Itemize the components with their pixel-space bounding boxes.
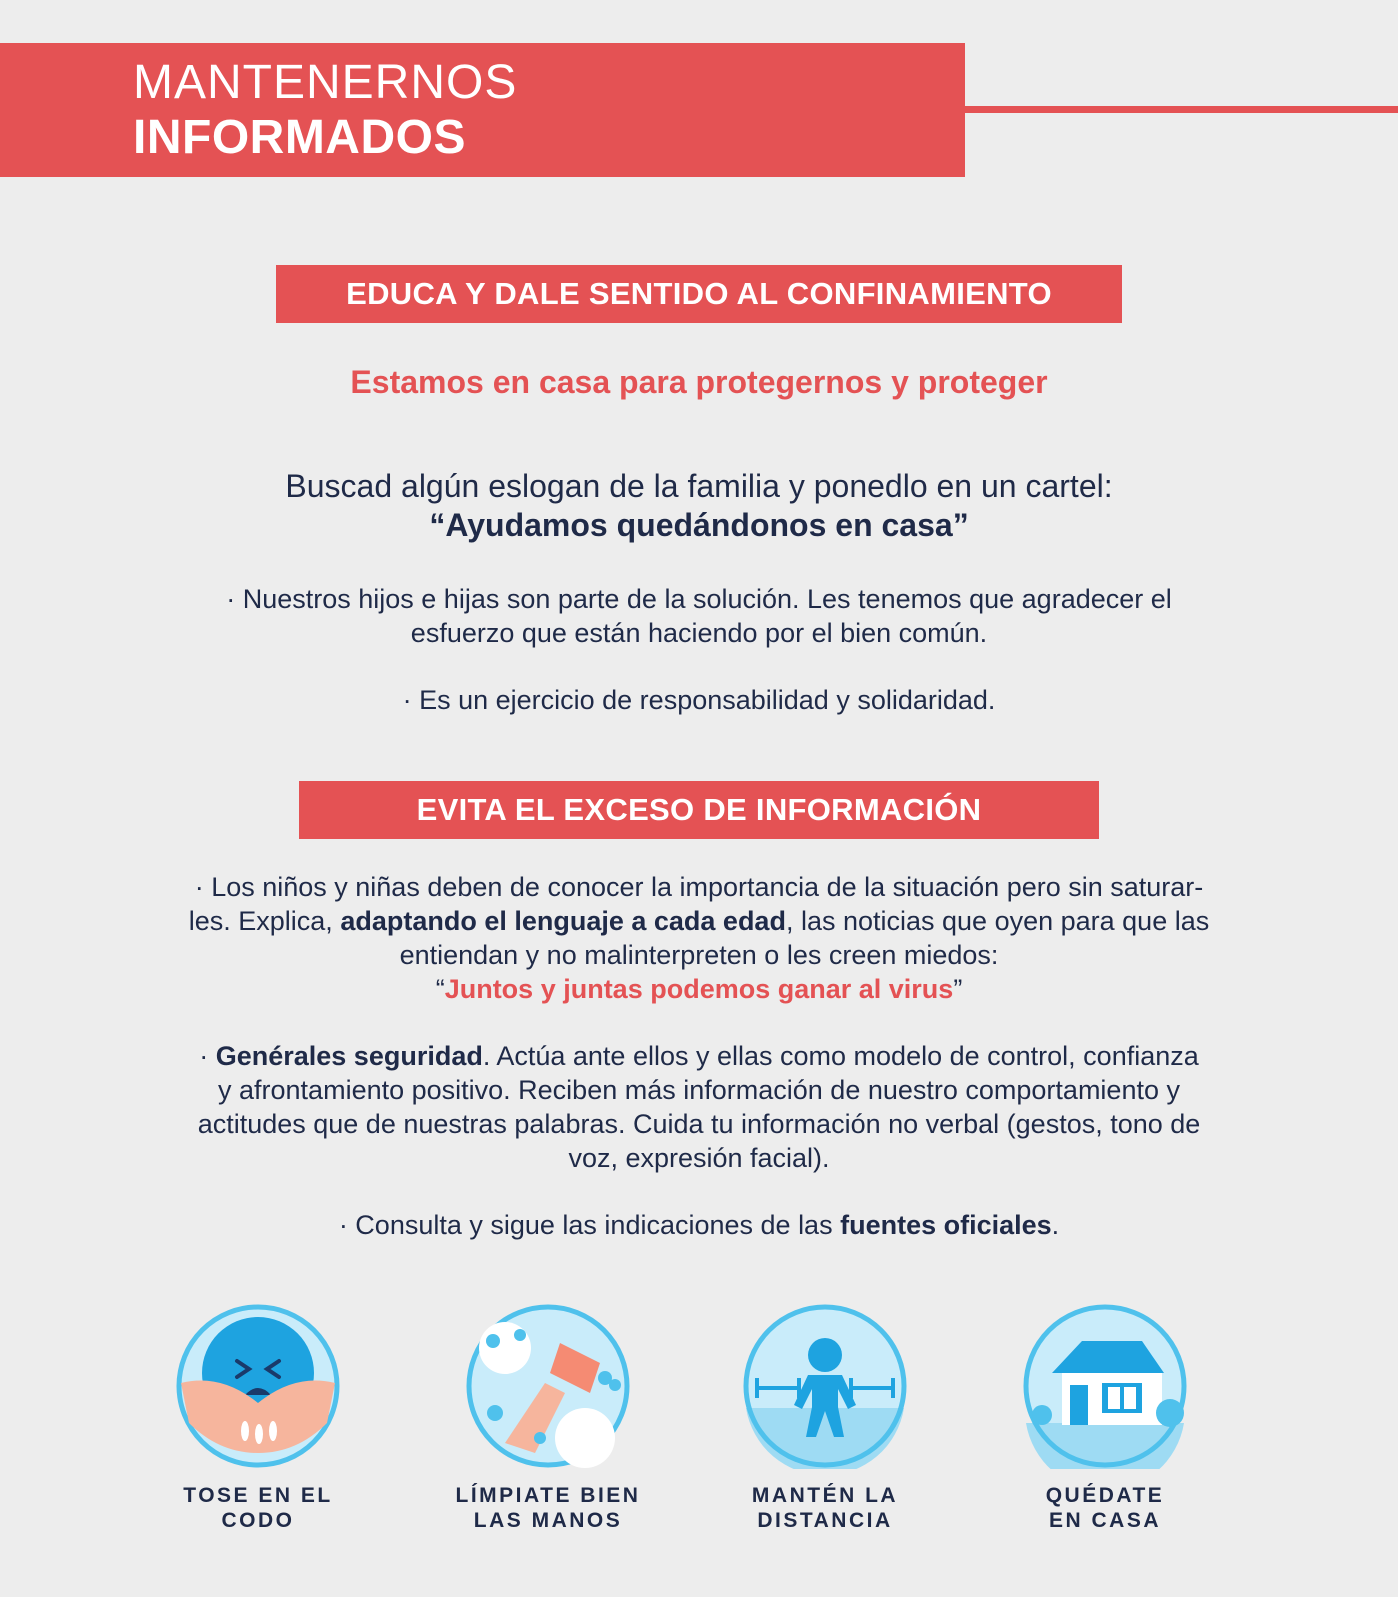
explain-quote xyxy=(90,972,1308,1006)
paragraph-explain xyxy=(90,870,1308,1006)
security-bold: Genérales seguridad xyxy=(215,1041,483,1071)
paragraph-security xyxy=(90,1039,1308,1175)
tip-cough-label xyxy=(148,1483,368,1533)
tip-keep-distance xyxy=(715,1303,935,1533)
security-line4: voz, expresión facial). xyxy=(568,1143,830,1173)
quote-close: ” xyxy=(953,974,963,1004)
tip-wash-label xyxy=(438,1483,658,1533)
security-bullet: · xyxy=(199,1041,216,1071)
tip-cough-label-line1: TOSE EN EL xyxy=(183,1484,333,1507)
tip-distance-label xyxy=(715,1483,935,1533)
tip-home-label-line2: EN CASA xyxy=(1048,1509,1161,1532)
tagline: Estamos en casa para protegernos y proteger xyxy=(350,364,1048,400)
keep-distance-icon xyxy=(742,1303,908,1469)
security-line1-rest: . Actúa ante ellos y ellas como modelo de control, confianza xyxy=(482,1041,1199,1071)
sources-text: · Consulta y sigue las indicaciones de las xyxy=(338,1210,841,1240)
tip-wash-hands xyxy=(438,1303,658,1533)
explain-line3: entiendan y no malinterpreten o les creen miedos: xyxy=(399,940,999,970)
header-divider-line xyxy=(960,106,1398,113)
sources-end: . xyxy=(1051,1210,1060,1240)
tip-distance-label-line1: MANTÉN LA xyxy=(751,1484,899,1507)
slogan-quote: “Ayudamos quedándonos en casa” xyxy=(429,507,969,543)
tip-distance-label-line2: DISTANCIA xyxy=(757,1509,893,1532)
explain-line2-text: les. Explica, xyxy=(188,906,341,936)
explain-line2 xyxy=(90,904,1308,938)
cough-elbow-icon xyxy=(175,1303,341,1469)
tip-cough-label-line2: CODO xyxy=(221,1509,295,1532)
tip-wash-label-line2: LAS MANOS xyxy=(473,1509,623,1532)
sources-bold: fuentes oficiales xyxy=(840,1210,1052,1240)
quote-open: “ xyxy=(435,974,445,1004)
page-title-line2: INFORMADOS xyxy=(133,111,466,164)
tip-cough-elbow xyxy=(148,1303,368,1533)
quote-text: Juntos y juntas podemos ganar al virus xyxy=(444,974,954,1004)
explain-line2-rest: , las noticias que oyen para que las xyxy=(785,906,1210,936)
section-banner-evita: EVITA EL EXCESO DE INFORMACIÓN xyxy=(299,781,1099,839)
security-line1 xyxy=(90,1039,1308,1073)
section-banner-educa: EDUCA Y DALE SENTIDO AL CONFINAMIENTO xyxy=(276,265,1122,323)
tip-home-label xyxy=(995,1483,1215,1533)
tip-stay-home xyxy=(995,1303,1215,1533)
wash-hands-icon xyxy=(465,1303,631,1469)
security-line3: actitudes que de nuestras palabras. Cuida tu información no verbal (gestos, tono de xyxy=(197,1109,1201,1139)
slogan-intro: Buscad algún eslogan de la familia y ponedlo en un cartel: xyxy=(285,468,1113,504)
page-title-line1: MANTENERNOS xyxy=(133,56,518,109)
tip-home-label-line1: QUÉDATE xyxy=(1045,1484,1165,1507)
explain-line2-bold: adaptando el lenguaje a cada edad xyxy=(340,906,786,936)
explain-line1: · Los niños y niñas deben de conocer la importancia de la situación pero sin saturar- xyxy=(194,872,1204,902)
bullet-solution-line2: esfuerzo que están haciendo por el bien común. xyxy=(410,618,988,648)
security-line2: y afrontamiento positivo. Reciben más información de nuestro comportamiento y xyxy=(218,1075,1180,1105)
stay-home-icon xyxy=(1022,1303,1188,1469)
bullet-solution xyxy=(90,582,1308,650)
bullet-responsibility: · Es un ejercicio de responsabilidad y solidaridad. xyxy=(402,685,996,715)
bullet-solution-line1: · Nuestros hijos e hijas son parte de la solución. Les tenemos que agradecer el xyxy=(226,584,1172,614)
paragraph-official-sources xyxy=(90,1208,1308,1242)
tip-wash-label-line1: LÍMPIATE BIEN xyxy=(455,1484,641,1507)
